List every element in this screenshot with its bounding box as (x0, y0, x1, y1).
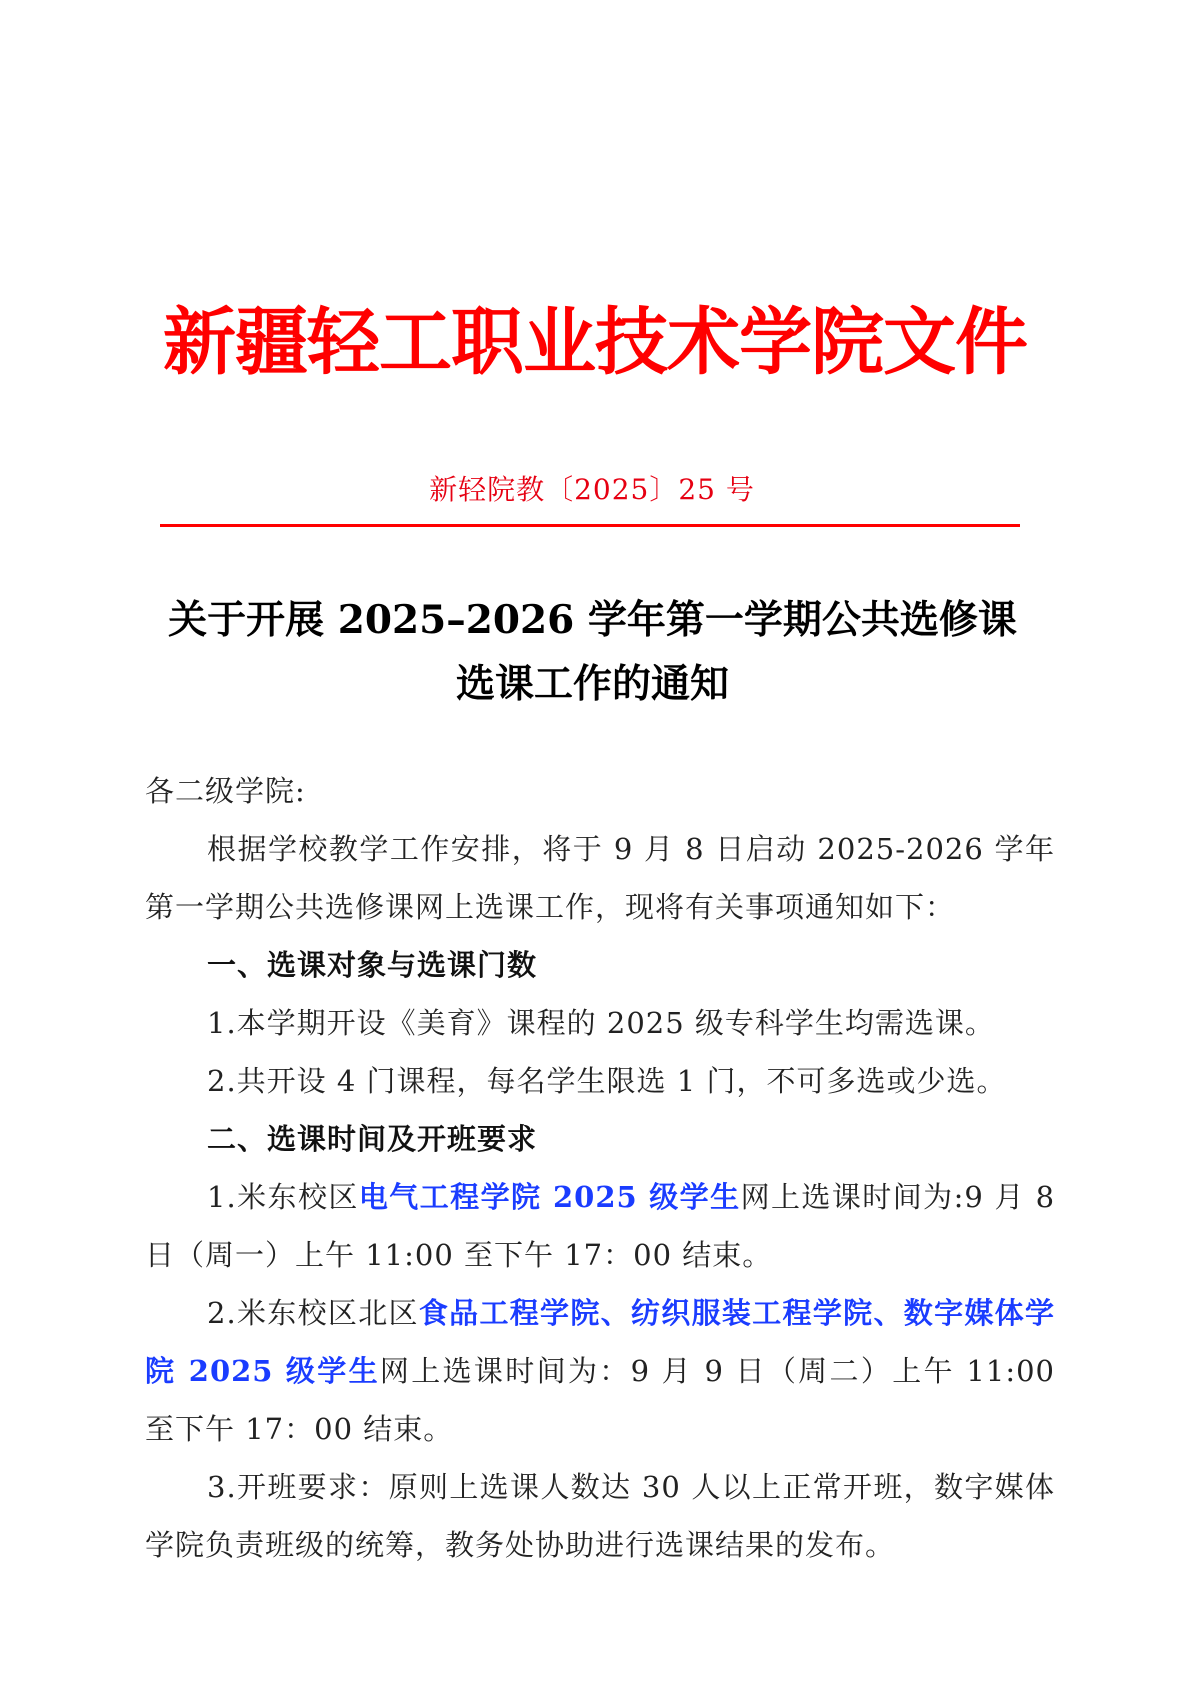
red-divider-line (160, 524, 1020, 527)
section-2-item-3: 3.开班要求：原则上选课人数达 30 人以上正常开班，数字媒体学院负责班级的统筹，教务处协助进行选课结果的发布。 (145, 1470, 1055, 1562)
section-2-item-1-prefix: 1.米东校区 (207, 1180, 359, 1214)
notice-body (145, 762, 1055, 1574)
section-2-item-1 (145, 1168, 1055, 1284)
section-2-heading: 二、选课时间及开班要求 (207, 1122, 538, 1156)
intro-paragraph: 根据学校教学工作安排，将于 9 月 8 日启动 2025-2026 学年第一学期公共选修课网上选课工作，现将有关事项通知如下： (145, 832, 1055, 924)
section-1-heading: 一、选课对象与选课门数 (207, 948, 538, 982)
section-1-item-2: 2.共开设 4 门课程，每名学生限选 1 门，不可多选或少选。 (207, 1064, 1007, 1098)
salutation: 各二级学院: (145, 774, 306, 808)
document-number: 新轻院教〔2025〕25 号 (429, 473, 755, 506)
notice-title-line-1: 关于开展 2025–2026 学年第一学期公共选修课 (168, 597, 1017, 643)
section-2-item-2 (145, 1284, 1055, 1458)
section-2-item-2-highlight: 食品工程学院、纺织服装工程学院、数字媒体学院 2025 级学生 (145, 1296, 1055, 1388)
section-2-item-1-suffix: 网上选课时间为:9 月 8 日（周一）上午 11:00 至下午 17：00 结束。 (145, 1180, 1056, 1272)
section-2-item-2-suffix: 网上选课时间为：9 月 9 日（周二）上午 11:00 至下午 17：00 结束。 (145, 1354, 1055, 1446)
org-document-header: 新疆轻工职业技术学院文件 (163, 299, 1027, 385)
section-1-item-1: 1.本学期开设《美育》课程的 2025 级专科学生均需选课。 (207, 1006, 995, 1040)
section-2-item-2-prefix: 2.米东校区北区 (207, 1296, 419, 1330)
notice-title-line-2: 选课工作的通知 (455, 661, 729, 707)
notice-title (120, 588, 1065, 716)
section-2-item-1-highlight: 电气工程学院 2025 级学生 (358, 1180, 741, 1214)
